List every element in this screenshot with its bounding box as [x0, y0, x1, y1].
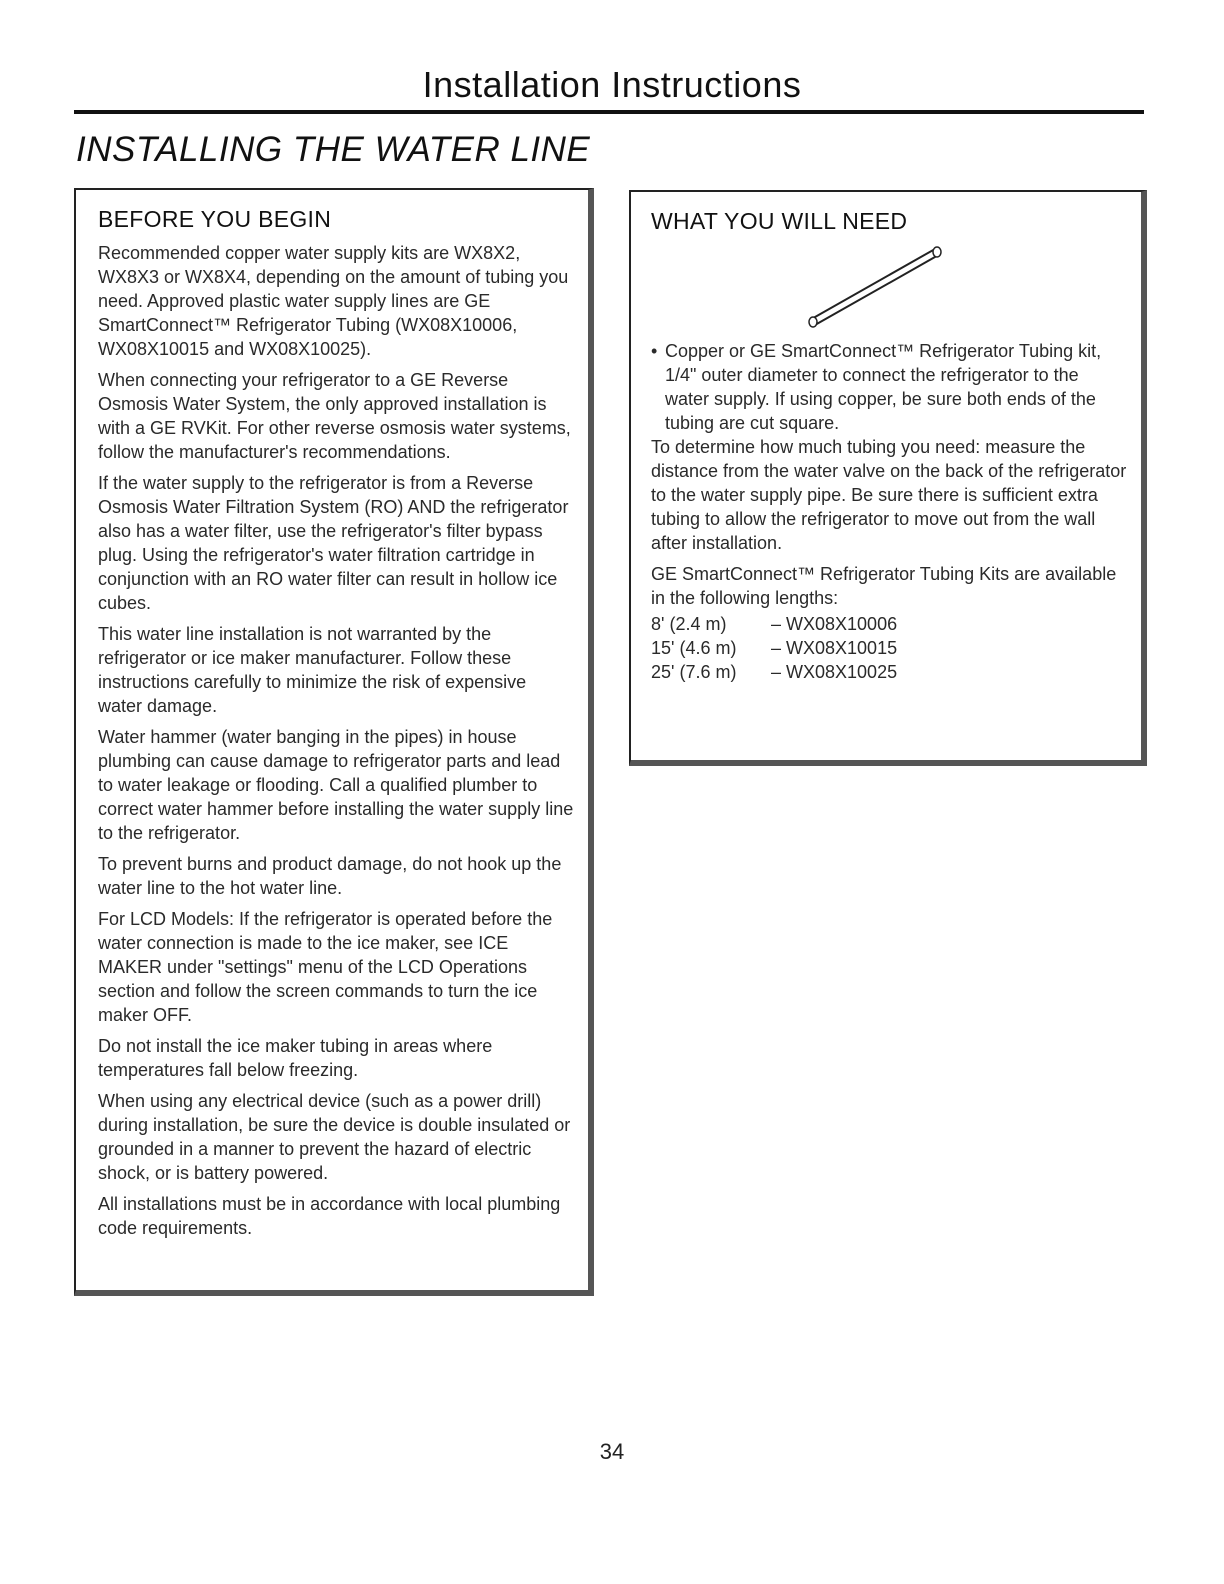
section-title: INSTALLING THE WATER LINE [76, 130, 591, 169]
before-you-begin-heading: BEFORE YOU BEGIN [98, 206, 332, 232]
what-you-will-need-heading: WHAT YOU WILL NEED [651, 208, 908, 234]
paragraph: All installations must be in accordance with local plumbing code requirements. [98, 1194, 561, 1238]
part-cell: – WX08X10015 [771, 638, 898, 658]
paragraph: When connecting your refrigerator to a GE Reverse Osmosis Water System, the only approved installation is with a GE RVKit. For other reverse osmosis water systems, follow the manufacturer's recommendations. [98, 370, 571, 462]
length-cell: 8' (2.4 m) [651, 614, 727, 634]
paragraph: Water hammer (water banging in the pipes) in house plumbing can cause damage to refrigerator parts and lead to water leakage or flooding. Call a qualified plumber to correct water hammer before installing the water supply line to the refrigerator. [98, 727, 574, 843]
paragraph: When using any electrical device (such as a power drill) during installation, be sure the device is double insulated or grounded in a manner to prevent the hazard of electric shock, or is battery powered. [98, 1091, 571, 1183]
before-you-begin-box [74, 188, 594, 1296]
tubing-illustration [651, 243, 1127, 333]
paragraph: Recommended copper water supply kits are WX8X2, WX8X3 or WX8X4, depending on the amount of tubing you need. Approved plastic water supply lines are GE SmartConnect™ Refrigerator Tubing (WX08X10006, WX08X10015 and WX08X10025). [98, 243, 569, 359]
page-title: Installation Instructions [422, 64, 802, 105]
table-row [651, 636, 897, 660]
bullet-icon: • [651, 341, 658, 361]
tubing-lengths-table [651, 612, 897, 684]
part-cell: – WX08X10006 [771, 614, 898, 634]
table-row [651, 612, 897, 636]
tubing-icon [801, 243, 951, 333]
page-number: 34 [599, 1439, 625, 1464]
paragraph: GE SmartConnect™ Refrigerator Tubing Kits are available in the following lengths: [651, 564, 1117, 608]
paragraph: For LCD Models: If the refrigerator is operated before the water connection is made to the ice maker, see ICE MAKER under "settings" menu of the LCD Operations section and follow the screen commands to turn the ice maker OFF. [98, 909, 553, 1025]
table-row [651, 660, 897, 684]
paragraph: This water line installation is not warranted by the refrigerator or ice maker manufacturer. Follow these instructions carefully to minimize the risk of expensive water damage. [98, 624, 527, 716]
tubing-bullet [651, 339, 1127, 435]
what-you-will-need-box [629, 190, 1147, 766]
paragraph: If the water supply to the refrigerator is from a Reverse Osmosis Water Filtration System (RO) AND the refrigerator also has a water filter, use the refrigerator's filter bypass plug. Using the refrigerator's water filtration cartridge in conjunction with an RO water filter can result in hollow ice cubes. [98, 473, 569, 613]
part-cell: – WX08X10025 [771, 662, 898, 682]
length-cell: 15' (4.6 m) [651, 638, 737, 658]
header-rule [74, 110, 1144, 114]
tubing-bullet-text: Copper or GE SmartConnect™ Refrigerator Tubing kit, 1/4" outer diameter to connect the refrigerator to the water supply. If using copper, be sure both ends of the tubing are cut square. [665, 341, 1102, 433]
paragraph: To prevent burns and product damage, do not hook up the water line to the hot water line. [98, 854, 562, 898]
paragraph: To determine how much tubing you need: measure the distance from the water valve on the back of the refrigerator to the water supply pipe. Be sure there is sufficient extra tubing to allow the refrigerator to move out from the wall after installation. [651, 437, 1127, 553]
paragraph: Do not install the ice maker tubing in areas where temperatures fall below freezing. [98, 1036, 493, 1080]
length-cell: 25' (7.6 m) [651, 662, 737, 682]
